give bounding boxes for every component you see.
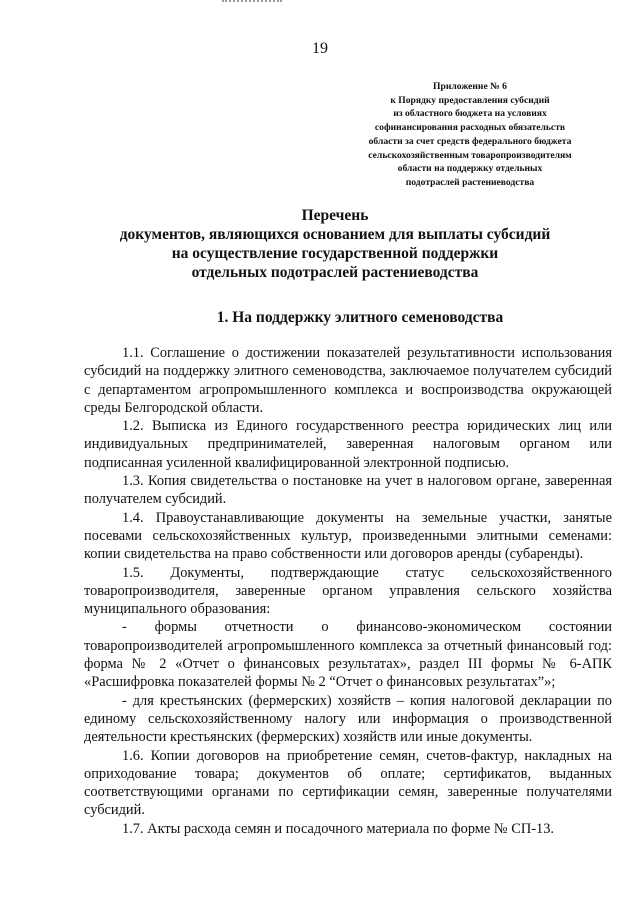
document-body: [84, 344, 612, 838]
title-line: отдельных подотраслей растениеводства: [191, 264, 479, 281]
paragraph-farms-item: - для крестьянских (фермерских) хозяйств – копия налоговой декларации по единому сельскохозяйственному налогу или информация о производственной деятельности крестьянских (фермерских) хозяйств или иные документы.: [84, 692, 612, 746]
paragraph-1-2: 1.2. Выписка из Единого государственного реестра юридических лиц или индивидуальных предпринимателей, заверенная налоговым органом или подписанная усиленной квалифицированной электронной подписью.: [84, 418, 612, 471]
appendix-line: области за счет средств федерального бюджета: [368, 135, 572, 147]
appendix-line: сельскохозяйственным товаропроизводителям: [368, 149, 572, 161]
paragraph-1-1: 1.1. Соглашение о достижении показателей результативности использования субсидий на поддержку элитного семеноводства, заключаемое получателем субсидий с департаментом агропромышленного комплекса и воспроизводства окружающей среды Белгородской области.: [84, 345, 612, 416]
paragraph-1-4: 1.4. Правоустанавливающие документы на земельные участки, занятые посевами сельскохозяйственных культур, произведенными элитными семенами: копии свидетельства на право собственности или договоров аренды (субаренды).: [84, 509, 612, 563]
appendix-line: из областного бюджета на условиях: [393, 108, 547, 120]
section-heading: 1. На поддержку элитного семеноводства: [216, 309, 504, 326]
paragraph-1-3: 1.3. Копия свидетельства о постановке на учет в налоговом органе, заверенная получателем субсидий.: [84, 473, 612, 508]
page-number: 19: [312, 40, 328, 57]
title-line: документов, являющихся основанием для выплаты субсидий: [119, 226, 551, 243]
paragraph-1-6: 1.6. Копии договоров на приобретение семян, счетов-фактур, накладных на оприходование товара; документов об оплате; сертификатов, выданных соответствующими органами по сертификации семян, заверенные получателями субсидий.: [84, 747, 612, 819]
title-line: на осуществление государственной поддержки: [171, 245, 499, 262]
appendix-header: [320, 80, 620, 190]
document-title: [40, 206, 630, 282]
paragraph-1-7: 1.7. Акты расхода семян и посадочного материала по форме № СП-13.: [122, 820, 554, 837]
appendix-line: к Порядку предоставления субсидий: [390, 94, 550, 106]
appendix-line: Приложение № 6: [433, 81, 507, 92]
paragraph-forms-item: - формы отчетности о финансово-экономическом состоянии товаропроизводителей агропромышленного комплекса за отчетный финансовый год: форма № 2 «Отчет о финансовых результатах», раздел III формы № 6-АПК «Расшифровка показателей формы № 2 “Отчет о финансовых результатах”»;: [84, 619, 612, 691]
appendix-line: области на поддержку отдельных: [397, 163, 543, 175]
appendix-line: софинансирования расходных обязательств: [374, 122, 566, 134]
scan-artifact: [222, 0, 282, 5]
paragraph-1-5: 1.5. Документы, подтверждающие статус сельскохозяйственного товаропроизводителя, заверенные органом управления сельского хозяйства муниципального образования:: [84, 564, 612, 618]
appendix-line: подотраслей растениеводства: [405, 176, 535, 188]
title-line: Перечень: [301, 207, 369, 224]
